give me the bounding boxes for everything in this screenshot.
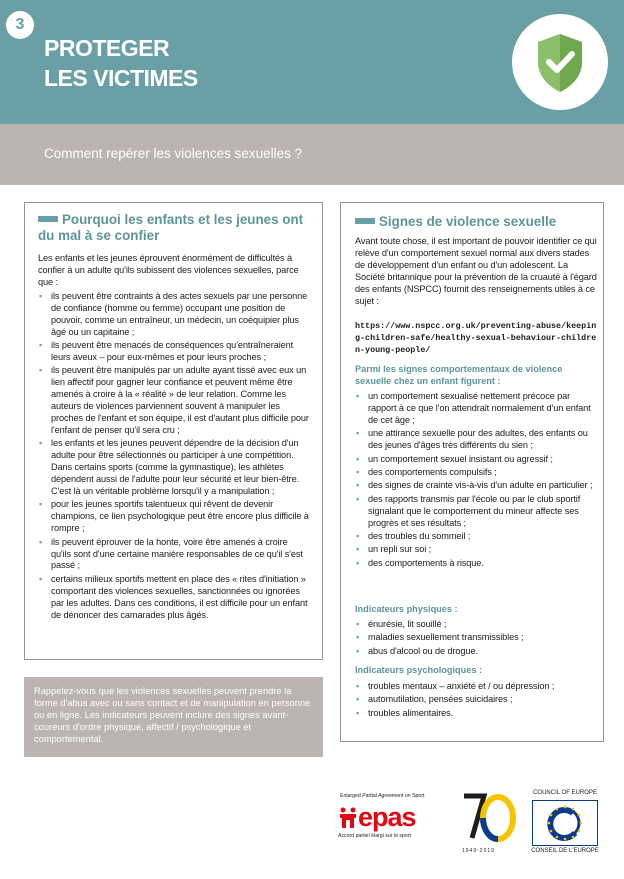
list-item: ▪ maladies sexuellement transmissibles ; <box>355 632 597 644</box>
coe-flag-icon <box>532 800 598 846</box>
list-item: ▪ troubles alimentaires. <box>355 708 597 720</box>
title-dash <box>38 216 58 222</box>
shield-icon <box>512 14 608 110</box>
reminder-note: Rappelez-vous que les violences sexuelles peuvent prendre la forme d'abus avec ou sans contact et de manipulation en personne ou en ligne. Les indicateurs peuvent inclure des signes avant-coureurs d'ordre physique, affectif / psychologique et comportemental. <box>24 677 323 757</box>
list-item: ▪ des troubles du sommeil ; <box>355 531 597 543</box>
list-item: ▪ un comportement sexuel insistant ou agressif ; <box>355 454 597 466</box>
list-item: ▪ un comportement sexualisé nettement précoce par rapport à ce que l'on attendrait normalement d'un enfant de cet âge ; <box>355 391 597 427</box>
council-of-europe-logo <box>522 790 608 858</box>
page-subtitle: Comment repérer les violences sexuelles ? <box>44 146 303 161</box>
epas-tagline-en: Enlarged Partial Agreement on Sport <box>340 793 425 799</box>
left-box-title: Pourquoi les enfants et les jeunes ont du mal à se confier <box>38 212 304 243</box>
list-item: ▪ un repli sur soi ; <box>355 544 597 556</box>
epas-tagline-fr: Accord partiel élargi sur le sport <box>338 833 411 839</box>
page-header <box>0 0 624 124</box>
list-item: ▪ les enfants et les jeunes peuvent dépendre de la décision d'un adulte pour être sélectionnés ou participer à une compétition. Dans certains sports (comme la gymnastique), les athlètes dépendent aussi de l'adulte pour leur sécurité et leur bien-être. C'est là un véritable problème lorsqu'il y a manipulation ; <box>38 438 310 498</box>
section-number: 3 <box>6 11 34 39</box>
list-item: ▪ certains milieux sportifs mettent en place des « rites d'initiation » comportant des violences sexuelles, sanctionnées ou ignorées par les adultes. Dans ces conditions, il est difficile pour un enfant de dénoncer des camarades plus âgés. <box>38 574 310 622</box>
list-item: ▪ des rapports transmis par l'école ou par le club sportif signalant que le comportement du mineur affecte ses progrès et ses résultats ; <box>355 494 597 530</box>
list-item: ▪ ils peuvent être contraints à des actes sexuels par une personne de confiance (homme ou femme) occupant une position de pouvoir, comme un entraîneur, un médecin, un coéquipier plus âgé ou un capitaine ; <box>38 291 310 339</box>
list-item: ▪ ils peuvent éprouver de la honte, voire être amenés à croire qu'ils sont d'une certaine manière responsables de ce qu'il s'est passé ; <box>38 537 310 573</box>
title-line-2: LES VICTIMES <box>44 65 198 91</box>
behavioural-list <box>355 391 597 571</box>
title-dash <box>355 218 375 224</box>
list-item: ▪ automutilation, pensées suicidaires ; <box>355 694 597 706</box>
list-item: ▪ pour les jeunes sportifs talentueux qui rêvent de devenir champions, ce lien psychologique peut être encore plus difficile à rompre ; <box>38 499 310 535</box>
right-box-title: Signes de violence sexuelle <box>355 214 595 230</box>
title-line-1: PROTEGER <box>44 35 170 61</box>
list-item: ▪ abus d'alcool ou de drogue. <box>355 646 597 658</box>
anniversary-years: 1949-2019 <box>462 848 495 854</box>
psychological-heading: Indicateurs psychologiques : <box>355 665 483 675</box>
epas-logo <box>338 793 458 853</box>
physical-heading: Indicateurs physiques : <box>355 604 458 614</box>
list-item: ▪ ils peuvent être manipulés par un adulte ayant tissé avec eux un lien affectif pour gagner leur confiance et peuvent même être amenés à croire à la « réalité » de leur relation. Comme les auteurs de violences parviennent souvent à manipuler les proches de l'enfant et son équipe, il est d'autant plus difficile pour l'enfant de penser qu'il sera cru ; <box>38 365 310 436</box>
behavioural-heading: Parmi les signes comportementaux de violence sexuelle chez un enfant figurent : <box>355 364 563 386</box>
list-item: ▪ des signes de crainte vis-à-vis d'un adulte en particulier ; <box>355 480 597 492</box>
page-title <box>44 33 198 93</box>
psychological-list <box>355 681 597 721</box>
list-item: ▪ ils peuvent être menacés de conséquences qu'entraîneraient leurs aveux – pour eux-mêmes et pour leurs proches ; <box>38 340 310 364</box>
left-box-intro: Les enfants et les jeunes éprouvent énormément de difficultés à confier à un adulte qu'ils subissent des violences sexuelles, parce que : <box>38 253 299 287</box>
coe-name-en: COUNCIL OF EUROPE <box>533 790 597 796</box>
physical-list <box>355 619 597 659</box>
list-item: ▪ troubles mentaux – anxiété et / ou dépression ; <box>355 681 597 693</box>
epas-wordmark: epas <box>358 802 416 832</box>
left-box-list <box>38 291 310 623</box>
right-box-intro: Avant toute chose, il est important de pouvoir identifier ce qui relève d'un comportement sexuel normal aux divers stades de développement d'un enfant ou d'un adolescent. La Société britannique pour la prévention de la cruauté à l'égard des enfants (NSPCC) fournit des renseignements utiles à ce sujet : <box>355 236 597 306</box>
list-item: ▪ énurésie, lit souillé ; <box>355 619 597 631</box>
list-item: ▪ des comportements à risque. <box>355 558 597 570</box>
coe-name-fr: CONSEIL DE L'EUROPE <box>531 848 599 854</box>
epas-people-icon <box>338 806 358 830</box>
list-item: ▪ des comportements compulsifs ; <box>355 467 597 479</box>
nspcc-link[interactable]: https://www.nspcc.org.uk/preventing-abuse/keeping-children-safe/healthy-sexual-behaviour-children-young-people/ <box>355 321 597 355</box>
70-years-logo <box>460 792 518 856</box>
list-item: ▪ une attirance sexuelle pour des adultes, des enfants ou des jeunes d'âges très différents du sien ; <box>355 428 597 452</box>
